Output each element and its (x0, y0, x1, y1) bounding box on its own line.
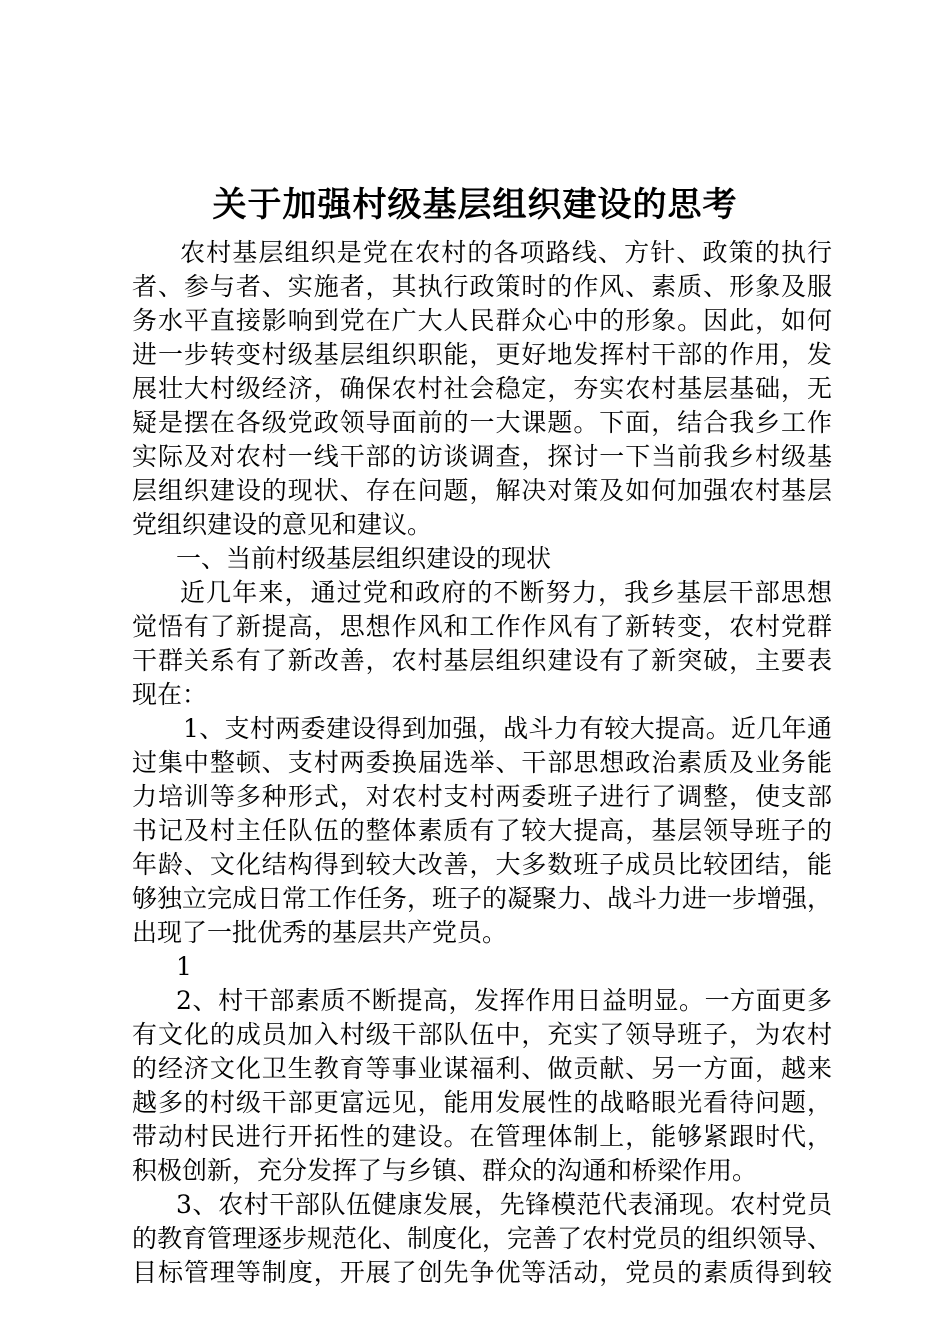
text-line: 越多的村级干部更富远见，能用发展性的战略眼光看待问题， (132, 1088, 832, 1117)
text-line: 务水平直接影响到党在广大人民群众心中的形象。因此，如何 (132, 306, 832, 335)
page-number: 1 (176, 952, 192, 981)
text-line: 出现了一批优秀的基层共产党员。 (132, 918, 508, 947)
text-line: 近几年来，通过党和政府的不断努力，我乡基层干部思想 (180, 578, 832, 607)
document-title: 关于加强村级基层组织建设的思考 (212, 185, 738, 225)
text-line: 有文化的成员加入村级干部队伍中，充实了领导班子，为农村 (132, 1020, 832, 1049)
text-line: 够独立完成日常工作任务，班子的凝聚力、战斗力进一步增强， (132, 884, 832, 913)
text-line: 3、农村干部队伍健康发展，先锋模范代表涌现。农村党员 (176, 1190, 832, 1219)
text-line: 党组织建设的意见和建议。 (132, 510, 433, 539)
text-line: 力培训等多种形式，对农村支村两委班子进行了调整，使支部 (132, 782, 832, 811)
text-line: 目标管理等制度，开展了创先争优等活动，党员的素质得到较 (132, 1258, 832, 1287)
text-line: 积极创新，充分发挥了与乡镇、群众的沟通和桥梁作用。 (132, 1156, 758, 1185)
text-line: 层组织建设的现状、存在问题，解决对策及如何加强农村基层 (132, 476, 832, 505)
text-line: 1、支村两委建设得到加强，战斗力有较大提高。近几年通 (183, 714, 832, 743)
text-line: 者、参与者、实施者，其执行政策时的作风、素质、形象及服 (132, 272, 832, 301)
text-line: 2、村干部素质不断提高，发挥作用日益明显。一方面更多 (176, 986, 832, 1015)
text-line: 书记及村主任队伍的整体素质有了较大提高，基层领导班子的 (132, 816, 832, 845)
text-line: 年龄、文化结构得到较大改善，大多数班子成员比较团结，能 (132, 850, 832, 879)
text-line: 过集中整顿、支村两委换届选举、干部思想政治素质及业务能 (132, 748, 832, 777)
text-line: 的经济文化卫生教育等事业谋福利、做贡献、另一方面，越来 (132, 1054, 832, 1083)
text-line: 疑是摆在各级党政领导面前的一大课题。下面，结合我乡工作 (132, 408, 832, 437)
text-line: 带动村民进行开拓性的建设。在管理体制上，能够紧跟时代， (132, 1122, 832, 1151)
text-line: 进一步转变村级基层组织职能，更好地发挥村干部的作用，发 (132, 340, 832, 369)
text-line: 干群关系有了新改善，农村基层组织建设有了新突破，主要表 (132, 646, 832, 675)
text-line: 的教育管理逐步规范化、制度化，完善了农村党员的组织领导、 (132, 1224, 832, 1253)
text-line: 实际及对农村一线干部的访谈调查，探讨一下当前我乡村级基 (132, 442, 832, 471)
section-heading: 一、当前村级基层组织建设的现状 (176, 544, 552, 573)
text-line: 觉悟有了新提高，思想作风和工作作风有了新转变，农村党群 (132, 612, 832, 641)
text-line: 农村基层组织是党在农村的各项路线、方针、政策的执行 (180, 238, 832, 267)
text-line: 现在： (132, 680, 208, 709)
text-line: 展壮大村级经济，确保农村社会稳定，夯实农村基层基础，无 (132, 374, 832, 403)
